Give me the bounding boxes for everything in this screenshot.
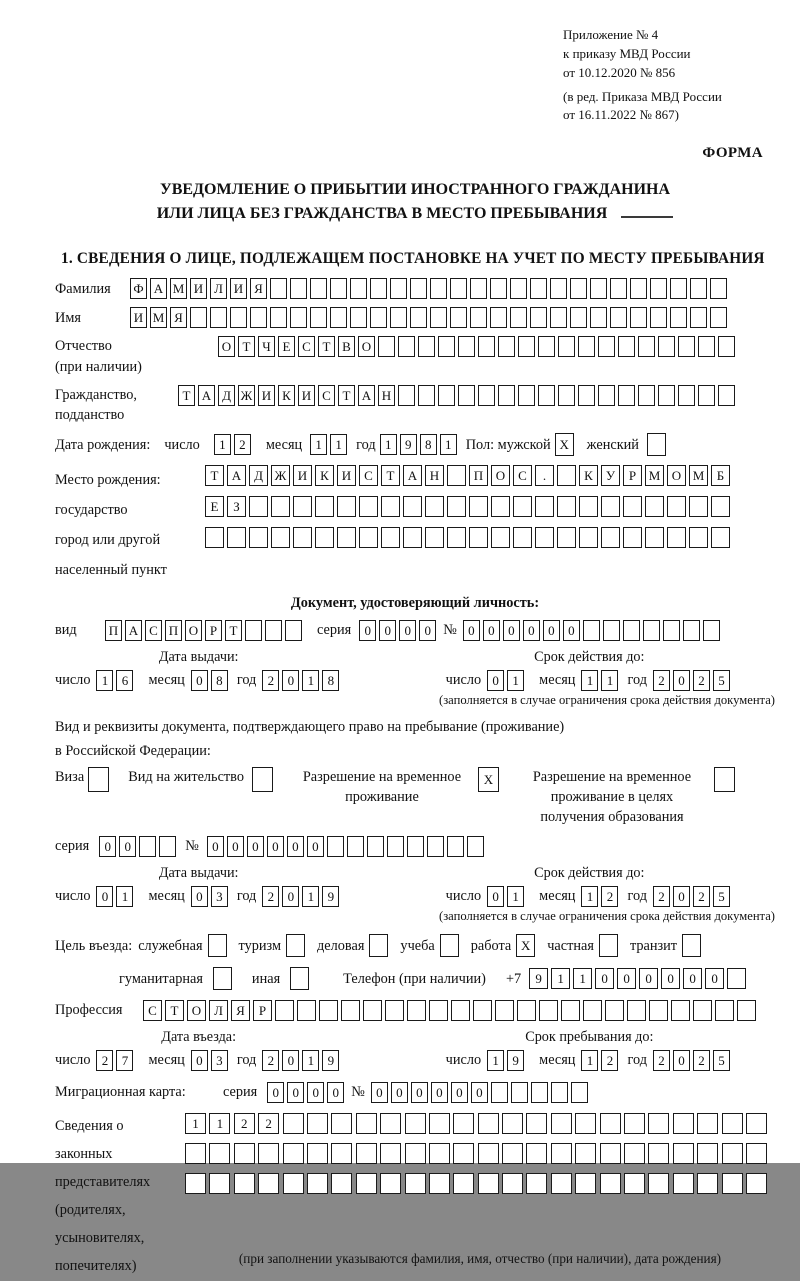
mc-number-cells[interactable]: 0 0 0 0 0 0 [371,1082,591,1103]
month-label: месяц [539,672,576,689]
identity-doc-dates-row [55,649,775,691]
purpose-humanitarian-checkbox[interactable] [213,967,235,990]
month-label: месяц [148,888,185,905]
legal-row3-cells[interactable] [185,1173,770,1194]
legal-row1-cells[interactable]: 1 1 2 2 [185,1113,770,1134]
valid-year-cells[interactable]: 2 0 2 5 [653,886,733,907]
doc-kind-cells[interactable]: П А С П О Р Т [105,620,305,641]
issue-date-block [55,649,342,691]
citizenship-label: Гражданство, подданство [55,386,137,424]
month-label: месяц [265,436,303,453]
mc-number-label: № [351,1084,365,1101]
entry-month-cells[interactable]: 0 3 [191,1050,231,1071]
entry-year-cells[interactable]: 2 0 1 9 [262,1050,342,1071]
form-title-line1: УВЕДОМЛЕНИЕ О ПРИБЫТИИ ИНОСТРАННОГО ГРАЖДАНИНА [159,181,671,199]
ref-line: от 16.11.2022 № 867) [563,107,680,123]
purpose-study-checkbox[interactable] [440,934,462,957]
identity-doc-kind-row [55,619,775,641]
mc-series-label: серия [223,1084,258,1101]
legal-cells-block [185,1113,775,1276]
stay-doc-series-cells[interactable]: 0 0 [99,836,179,857]
citizenship-cells[interactable]: Т А Д Ж И К И С Т А Н [178,385,738,406]
issue-date-title: Дата выдачи: [158,865,239,882]
valid-until-title: Срок действия до: [534,649,645,666]
ref-line: (в ред. Приказа МВД России [563,88,722,104]
issue-month-cells[interactable]: 0 3 [191,886,231,907]
purpose-row2 [55,967,775,990]
valid-until-title: Срок действия до: [534,865,645,882]
sex-female-label: женский [586,436,639,453]
stay-day-cells[interactable]: 1 9 [487,1050,527,1071]
birth-year-cells[interactable]: 1 9 8 1 [380,434,460,455]
stay-year-cells[interactable]: 2 0 2 5 [653,1050,733,1071]
temp-residence-option [294,767,502,807]
purpose-transit-checkbox[interactable] [682,934,704,957]
name-label: Имя [55,310,81,327]
ref-line: от 10.12.2020 № 856 [563,64,676,80]
issue-day-cells[interactable]: 0 1 [96,886,136,907]
stay-doc-options-row [55,767,775,827]
day-label: число [55,672,91,689]
visa-checkbox[interactable] [88,767,112,792]
purpose-row [55,934,775,957]
stay-doc-issue-block [55,865,342,907]
patronymic-cells[interactable]: О Т Ч Е С Т В О [218,336,738,357]
purpose-private: частная [547,934,621,957]
valid-day-cells[interactable]: 0 1 [487,886,527,907]
purpose-study: учеба [400,934,461,957]
legal-representatives-label: Сведения о законных представителях (родителях, усыновителях, попечителях) [55,1118,151,1274]
purpose-tourism: туризм [239,934,309,957]
stay-until-block [446,1029,733,1071]
purpose-transit: транзит [630,934,704,957]
entry-day-cells[interactable]: 2 7 [96,1050,136,1071]
ref-line: Приложение № 4 [563,27,659,42]
number-label: № [185,838,199,855]
valid-month-cells[interactable]: 1 2 [581,886,621,907]
birth-place-row3-cells[interactable] [205,527,733,548]
purpose-other: иная [252,967,312,990]
valid-day-cells[interactable]: 0 1 [487,670,527,691]
visa-label: Виза [55,769,85,786]
form-title-line2: ИЛИ ЛИЦА БЕЗ ГРАЖДАНСТВА В МЕСТО ПРЕБЫВАНИЯ [55,202,775,226]
year-label: год [236,1052,257,1069]
stay-doc-number-cells[interactable]: 0 0 0 0 0 0 [207,836,487,857]
day-label: число [55,888,91,905]
migration-card-row [55,1081,775,1103]
residence-permit-checkbox[interactable] [252,767,276,792]
profession-row [55,999,775,1021]
doc-number-cells[interactable]: 0 0 0 0 0 0 [463,620,723,641]
temp-residence-label: Разрешение на временное проживание [302,769,462,806]
year-label: год [236,672,257,689]
purpose-official-checkbox[interactable] [208,934,230,957]
validity-note: (заполняется в случае ограничения срока действия документа) [439,909,775,924]
valid-until-block [446,649,733,691]
entry-date-title: Дата въезда: [161,1029,237,1046]
visa-option [55,767,112,792]
purpose-other-checkbox[interactable] [290,967,312,990]
appendix-reference [563,26,775,125]
identity-doc-title: Документ, удостоверяющий личность: [290,595,540,612]
birth-place-row1-cells[interactable]: Т А Д Ж И К И С Т А Н П О С . К У Р М О М Б [205,465,733,486]
issue-month-cells[interactable]: 0 8 [191,670,231,691]
stay-until-title: Срок пребывания до: [525,1029,654,1046]
birth-day-cells[interactable]: 1 2 [214,434,254,455]
temp-residence-education-option [518,767,738,827]
form-title [55,178,775,226]
year-label: год [627,888,647,905]
day-label: число [55,1052,91,1069]
temp-residence-education-checkbox[interactable] [714,767,738,792]
stay-month-cells[interactable]: 1 2 [581,1050,621,1071]
patronymic-row [55,336,775,377]
doc-series-label: серия [317,622,352,639]
ref-line: к приказу МВД России [563,45,691,61]
surname-label: Фамилия [55,281,111,298]
purpose-work: работа X [471,934,539,957]
issue-year-cells[interactable]: 2 0 1 8 [262,670,342,691]
year-label: год [627,1052,647,1069]
day-label: число [445,888,482,905]
year-label: год [627,672,647,689]
profession-cells[interactable]: С Т О Л Я Р [143,1000,759,1021]
doc-number-label: № [443,622,457,639]
form-word-label: ФОРМА [702,145,763,162]
day-label: число [164,436,200,453]
purpose-business-checkbox[interactable] [369,934,391,957]
phone-label: Телефон (при наличии) [343,970,486,987]
phone-cells[interactable]: 9 1 1 0 0 0 0 0 0 [529,968,749,989]
birth-place-cells-block [205,465,775,548]
temp-residence-checkbox[interactable]: X [478,767,502,792]
legal-row2-cells[interactable] [185,1143,770,1164]
birth-date-label: Дата рождения: [55,436,151,453]
doc-series-cells[interactable]: 0 0 0 0 [359,620,439,641]
purpose-tourism-checkbox[interactable] [286,934,308,957]
validity-note: (заполняется в случае ограничения срока действия документа) [439,693,775,708]
temp-residence-education-label: Разрешение на временное проживание в целях получения образования [532,769,692,826]
legal-note: (при заполнении указываются фамилия, имя, отчество (при наличии), дата рождения) [238,1251,722,1267]
birth-place-label: Место рождения: государство город или другой населенный пункт [55,472,167,579]
issue-date-title: Дата выдачи: [158,649,239,666]
purpose-work-checkbox[interactable]: X [516,934,538,957]
stay-doc-intro: Вид и реквизиты документа, подтверждающего право на пребывание (проживание) в Российской Федерации: [55,719,565,759]
residence-permit-option [128,767,276,792]
valid-year-cells[interactable]: 2 0 2 5 [653,670,733,691]
sex-male-checkbox[interactable]: X [555,433,577,456]
purpose-private-checkbox[interactable] [599,934,621,957]
profession-label: Профессия [55,1002,123,1019]
purpose-humanitarian: гуманитарная [119,967,235,990]
phone-prefix: +7 [505,970,522,987]
residence-permit-label: Вид на жительство [128,769,244,786]
patronymic-label: Отчество (при наличии) [55,338,142,375]
birth-place-row2-cells[interactable]: Е З [205,496,733,517]
day-label: число [445,672,482,689]
title-blank-underline [621,202,673,218]
birth-month-cells[interactable]: 1 1 [310,434,350,455]
doc-kind-label: вид [55,622,77,639]
birth-place-row [55,465,775,585]
surname-cells[interactable]: Ф А М И Л И Я [130,278,730,299]
legal-representatives-row [55,1113,775,1280]
name-cells[interactable]: И М Я [130,307,730,328]
surname-row [55,278,775,300]
entry-date-block [55,1029,342,1071]
purpose-official: служебная [138,934,229,957]
citizenship-row [55,385,775,426]
stay-doc-valid-block [446,865,733,907]
valid-month-cells[interactable]: 1 1 [581,670,621,691]
sex-male-label: Пол: мужской [465,436,551,453]
purpose-label: Цель въезда: [55,937,133,954]
year-label: год [356,436,376,453]
day-label: число [445,1052,482,1069]
birth-date-row [55,433,775,456]
month-label: месяц [539,888,576,905]
entry-dates-row [55,1029,775,1071]
section1-title: 1. СВЕДЕНИЯ О ЛИЦЕ, ПОДЛЕЖАЩЕМ ПОСТАНОВКЕ НА УЧЕТ ПО МЕСТУ ПРЕБЫВАНИЯ [61,250,765,268]
series-label: серия [55,838,90,855]
month-label: месяц [148,672,185,689]
month-label: месяц [539,1052,576,1069]
purpose-business: деловая [317,934,391,957]
issue-year-cells[interactable]: 2 0 1 9 [262,886,342,907]
year-label: год [236,888,257,905]
issue-day-cells[interactable]: 1 6 [96,670,136,691]
stay-doc-series-row [55,835,775,857]
month-label: месяц [148,1052,185,1069]
migration-card-label: Миграционная карта: [55,1084,186,1101]
mc-series-cells[interactable]: 0 0 0 0 [267,1082,347,1103]
name-row [55,307,775,329]
sex-female-checkbox[interactable] [647,433,669,456]
stay-doc-dates-row [55,865,775,907]
